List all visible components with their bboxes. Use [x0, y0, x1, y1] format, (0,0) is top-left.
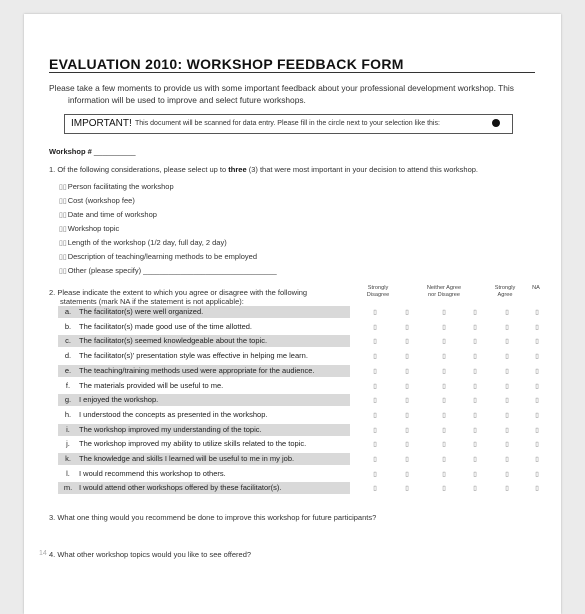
statement-text: The facilitator(s) were well organized.	[79, 307, 204, 316]
response-checkbox-icon[interactable]: ▯	[505, 353, 509, 361]
statement-text: The teaching/training methods used were appropriate for the audience.	[79, 365, 315, 375]
response-checkbox-icon[interactable]: ▯	[405, 382, 409, 390]
question-1-suffix: (3) that were most important in your decision to attend this workshop.	[248, 165, 478, 174]
question-1-option[interactable]	[59, 194, 277, 208]
response-checkbox-icon[interactable]: ▯	[442, 456, 446, 463]
question-3: 3. What one thing would you recommend be done to improve this workshop for future participants?	[49, 513, 377, 522]
question-1-prefix: 1. Of the following considerations, please select up to	[49, 165, 227, 174]
question-1-emphasis: three	[228, 165, 247, 174]
response-checkbox-icon[interactable]: ▯	[505, 367, 509, 375]
question-1-option-label: Date and time of workshop	[67, 210, 157, 219]
response-checkbox-icon[interactable]: ▯	[535, 411, 539, 419]
statement-letter: e.	[64, 365, 72, 375]
response-checkbox-icon[interactable]: ▯	[505, 411, 509, 419]
question-1-option-label: Workshop topic	[67, 224, 120, 233]
response-checkbox-icon[interactable]: ▯	[473, 338, 477, 346]
checkbox-icon[interactable]: ▯▯	[59, 184, 67, 191]
response-checkbox-icon[interactable]: ▯	[473, 309, 477, 316]
statement-letter: b.	[64, 321, 72, 331]
statement-row	[58, 306, 350, 318]
scale-strongly-agree	[489, 285, 521, 299]
response-checkbox-icon[interactable]: ▯	[505, 426, 509, 434]
response-checkbox-icon[interactable]: ▯	[505, 382, 509, 390]
statement-row	[58, 453, 350, 465]
statement-letter: g.	[64, 395, 72, 405]
form-title: EVALUATION 2010: WORKSHOP FEEDBACK FORM	[49, 56, 404, 72]
form-page	[24, 14, 561, 614]
checkbox-icon[interactable]: ▯▯	[59, 254, 67, 261]
checkbox-icon[interactable]: ▯▯	[59, 226, 67, 233]
response-checkbox-icon[interactable]: ▯	[505, 456, 509, 463]
statement-letter: a.	[64, 307, 72, 316]
statement-letter: h.	[64, 409, 72, 419]
response-checkbox-icon[interactable]: ▯	[505, 485, 509, 493]
response-checkbox-icon[interactable]: ▯	[535, 456, 539, 463]
statement-row	[58, 365, 350, 377]
response-checkbox-icon[interactable]: ▯	[442, 426, 446, 434]
response-checkbox-icon[interactable]: ▯	[405, 485, 409, 493]
response-checkbox-icon[interactable]: ▯	[405, 338, 409, 346]
response-checkbox-icon[interactable]: ▯	[442, 353, 446, 361]
response-checkbox-icon[interactable]: ▯	[535, 309, 539, 316]
response-checkbox-icon[interactable]: ▯	[405, 323, 409, 331]
intro-line-2: information will be used to improve and select future workshops.	[68, 95, 306, 105]
scale-strongly-disagree-line-1: Strongly	[367, 285, 389, 291]
statement-row	[58, 350, 350, 362]
statement-text: The workshop improved my understanding of the topic.	[79, 424, 262, 434]
statement-text: I understood the concepts as presented in the workshop.	[79, 409, 268, 419]
statement-text: The facilitator(s) seemed knowledgeable about the topic.	[79, 336, 268, 346]
response-checkbox-icon[interactable]: ▯	[473, 323, 477, 331]
response-checkbox-icon[interactable]: ▯	[373, 382, 377, 390]
question-1-option-label: Person facilitating the workshop	[67, 182, 174, 191]
statement-text: The facilitator(s)' presentation style was effective in helping me learn.	[79, 351, 308, 361]
statement-row	[58, 394, 350, 406]
response-checkbox-icon[interactable]: ▯	[473, 353, 477, 361]
statement-text: The knowledge and skills I learned will be useful to me in my job.	[79, 454, 295, 463]
statement-letter: l.	[66, 468, 70, 478]
response-checkbox-icon[interactable]: ▯	[442, 397, 446, 405]
response-checkbox-icon[interactable]: ▯	[442, 309, 446, 316]
response-checkbox-icon[interactable]: ▯	[473, 411, 477, 419]
response-checkbox-icon[interactable]: ▯	[442, 441, 446, 449]
response-checkbox-icon[interactable]: ▯	[405, 411, 409, 419]
response-checkbox-icon[interactable]: ▯	[535, 441, 539, 449]
checkbox-icon[interactable]: ▯▯	[59, 212, 67, 219]
statement-row	[58, 335, 350, 347]
scale-strongly-disagree	[361, 285, 395, 299]
question-1-option-label: Other (please specify) ________________________________	[67, 266, 277, 275]
statement-text: I would attend other workshops offered by these facilitator(s).	[79, 483, 282, 493]
response-checkbox-icon[interactable]: ▯	[373, 338, 377, 346]
response-checkbox-icon[interactable]: ▯	[505, 470, 509, 478]
response-checkbox-icon[interactable]: ▯	[442, 470, 446, 478]
intro-text	[49, 82, 549, 106]
workshop-blank: __________	[93, 147, 136, 156]
question-1-option[interactable]	[59, 208, 277, 222]
response-checkbox-icon[interactable]: ▯	[405, 456, 409, 463]
response-checkbox-icon[interactable]: ▯	[405, 367, 409, 375]
response-checkbox-icon[interactable]: ▯	[373, 485, 377, 493]
response-checkbox-icon[interactable]: ▯	[405, 470, 409, 478]
response-checkbox-icon[interactable]: ▯	[405, 441, 409, 449]
response-checkbox-icon[interactable]: ▯	[405, 353, 409, 361]
question-1-option[interactable]	[59, 250, 277, 264]
statement-text: The materials provided will be useful to me.	[79, 380, 224, 390]
statement-letter: c.	[65, 336, 71, 346]
statement-row	[58, 468, 350, 480]
response-checkbox-icon[interactable]: ▯	[442, 485, 446, 493]
response-checkbox-icon[interactable]: ▯	[535, 470, 539, 478]
response-checkbox-icon[interactable]: ▯	[473, 367, 477, 375]
question-1-option-label: Description of teaching/learning methods to be employed	[67, 252, 257, 261]
response-checkbox-icon[interactable]: ▯	[373, 323, 377, 331]
response-checkbox-icon[interactable]: ▯	[373, 426, 377, 434]
response-checkbox-icon[interactable]: ▯	[373, 441, 377, 449]
response-checkbox-icon[interactable]: ▯	[505, 397, 509, 405]
response-checkbox-icon[interactable]: ▯	[373, 470, 377, 478]
question-1-option-label: Cost (workshop fee)	[67, 196, 135, 205]
response-checkbox-icon[interactable]: ▯	[442, 382, 446, 390]
response-checkbox-icon[interactable]: ▯	[473, 382, 477, 390]
response-checkbox-icon[interactable]: ▯	[535, 485, 539, 493]
statement-letter: i.	[66, 424, 70, 434]
statement-row	[58, 380, 350, 392]
response-checkbox-icon[interactable]: ▯	[373, 367, 377, 375]
question-4: 4. What other workshop topics would you like to see offered?	[49, 550, 252, 559]
response-checkbox-icon[interactable]: ▯	[473, 397, 477, 405]
response-checkbox-icon[interactable]: ▯	[405, 397, 409, 405]
scale-na: NA	[532, 285, 540, 291]
question-2	[49, 288, 349, 306]
question-1-option[interactable]	[59, 180, 277, 194]
statement-letter: f.	[65, 380, 71, 390]
response-checkbox-icon[interactable]: ▯	[535, 323, 539, 331]
response-checkbox-icon[interactable]: ▯	[535, 426, 539, 434]
response-checkbox-icon[interactable]: ▯	[535, 397, 539, 405]
intro-line-1: Please take a few moments to provide us with some important feedback about your professional development workshop. This	[49, 83, 514, 93]
statement-letter: d.	[64, 351, 72, 361]
statement-row	[58, 482, 350, 494]
scale-neither-line-1: Neither Agree	[426, 285, 462, 291]
question-1	[49, 165, 478, 174]
response-checkbox-icon[interactable]: ▯	[535, 367, 539, 375]
scale-neither	[419, 285, 469, 299]
statement-row	[58, 438, 350, 450]
important-notice	[64, 114, 513, 134]
scale-strongly-agree-line-2: Agree	[497, 292, 513, 298]
statement-text: I would recommend this workshop to others.	[79, 468, 226, 478]
scale-strongly-disagree-line-2: Disagree	[366, 292, 390, 298]
question-2-line-2: statements (mark NA if the statement is not applicable):	[60, 297, 244, 306]
response-checkbox-icon[interactable]: ▯	[373, 309, 377, 316]
question-2-line-1: 2. Please indicate the extent to which you agree or disagree with the following	[49, 288, 308, 297]
scale-neither-line-2: nor Disagree	[427, 292, 461, 298]
response-checkbox-icon[interactable]: ▯	[505, 338, 509, 346]
statement-row	[58, 321, 350, 333]
response-checkbox-icon[interactable]: ▯	[473, 470, 477, 478]
statement-letter: j.	[66, 439, 70, 449]
statement-text: I enjoyed the workshop.	[79, 395, 159, 405]
scale-strongly-agree-line-1: Strongly	[494, 285, 516, 291]
response-checkbox-icon[interactable]: ▯	[505, 323, 509, 331]
checkbox-icon[interactable]: ▯▯	[59, 198, 67, 205]
response-checkbox-icon[interactable]: ▯	[505, 309, 509, 316]
checkbox-icon[interactable]: ▯▯	[59, 268, 67, 275]
question-1-option[interactable]	[59, 264, 277, 278]
response-checkbox-icon[interactable]: ▯	[505, 441, 509, 449]
statement-row	[58, 409, 350, 421]
response-checkbox-icon[interactable]: ▯	[373, 353, 377, 361]
response-checkbox-icon[interactable]: ▯	[473, 456, 477, 463]
workshop-label: Workshop #	[49, 147, 92, 156]
response-checkbox-icon[interactable]: ▯	[473, 485, 477, 493]
response-checkbox-icon[interactable]: ▯	[442, 338, 446, 346]
question-1-option-label: Length of the workshop (1/2 day, full day, 2 day)	[67, 238, 227, 247]
important-label: IMPORTANT!	[71, 118, 132, 129]
statement-text: The workshop improved my ability to utilize skills related to the topic.	[79, 439, 307, 449]
response-checkbox-icon[interactable]: ▯	[535, 338, 539, 346]
question-1-options	[59, 180, 277, 278]
response-checkbox-icon[interactable]: ▯	[405, 426, 409, 434]
statement-letter: k.	[65, 454, 71, 463]
response-checkbox-icon[interactable]: ▯	[535, 382, 539, 390]
statement-row	[58, 424, 350, 436]
response-checkbox-icon[interactable]: ▯	[535, 353, 539, 361]
response-checkbox-icon[interactable]: ▯	[442, 323, 446, 331]
question-1-option[interactable]	[59, 236, 277, 250]
response-checkbox-icon[interactable]: ▯	[442, 411, 446, 419]
filled-circle-icon	[492, 119, 500, 127]
workshop-number-field[interactable]	[49, 147, 136, 156]
response-checkbox-icon[interactable]: ▯	[373, 397, 377, 405]
important-text: This document will be scanned for data entry. Please fill in the circle next to your selection like this:	[135, 120, 440, 127]
title-divider	[49, 72, 535, 73]
response-checkbox-icon[interactable]: ▯	[373, 411, 377, 419]
question-1-option[interactable]	[59, 222, 277, 236]
response-checkbox-icon[interactable]: ▯	[473, 441, 477, 449]
response-checkbox-icon[interactable]: ▯	[405, 309, 409, 316]
faint-page-number: 14	[39, 550, 47, 557]
response-checkbox-icon[interactable]: ▯	[473, 426, 477, 434]
response-checkbox-icon[interactable]: ▯	[442, 367, 446, 375]
response-checkbox-icon[interactable]: ▯	[373, 456, 377, 463]
statement-text: The facilitator(s) made good use of the time allotted.	[79, 321, 253, 331]
statement-letter: m.	[63, 483, 73, 493]
checkbox-icon[interactable]: ▯▯	[59, 240, 67, 247]
